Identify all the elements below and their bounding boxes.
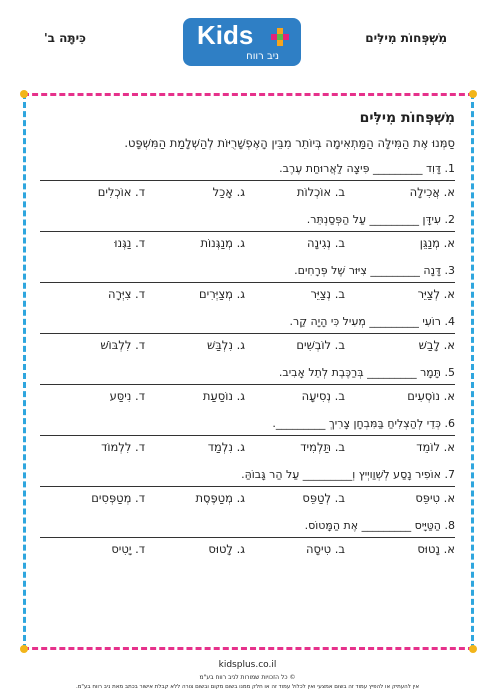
frame-edge-bottom	[23, 647, 474, 650]
answer-option[interactable]: ב. נְסִיעָה	[301, 389, 345, 403]
answer-option[interactable]: ב. טִיסָה	[306, 542, 345, 556]
question-text: הַטַּיָּיס _________ אֶת הַמָּטוֹס.	[304, 519, 441, 532]
answer-option[interactable]: ג. מְטַפֶּסֶת	[195, 491, 245, 505]
answer-options	[40, 287, 455, 307]
question-stem	[40, 315, 455, 334]
grade-label: כִּיתָּה ב'	[44, 31, 86, 45]
answer-option[interactable]: א. לְצַיֵּר	[417, 287, 455, 301]
answer-option[interactable]: ב. אוֹכְלוֹת	[296, 185, 345, 199]
answer-option[interactable]: א. טִיפֵּס	[415, 491, 455, 505]
answer-option[interactable]: ד. נִיסַּע	[109, 389, 145, 403]
question-3	[40, 260, 455, 311]
question-5	[40, 362, 455, 413]
footer-legal-notice: אין להעתיק או להפיץ עמוד זה בשום אמצעי ואין לכלול עמוד זה או חלק ממנו בשום מקום ובשום צורה ללא קבלת אישור בכתב מאת ניב רווח בע"מ.	[75, 684, 420, 690]
question-stem	[40, 417, 455, 436]
question-stem	[40, 264, 455, 283]
answer-option[interactable]: א. לָבַשׁ	[418, 338, 455, 352]
answer-option[interactable]: ד. לִלְבּוֹשׁ	[100, 338, 145, 352]
frame-edge-right	[471, 93, 474, 650]
logo-text: Kids	[197, 20, 254, 50]
question-number: 8.	[444, 519, 455, 532]
kids-logo	[183, 18, 301, 66]
answer-option[interactable]: א. נוֹסְעִים	[407, 389, 455, 403]
answer-options	[40, 542, 455, 562]
answer-option[interactable]: ג. נִלְבַּשׁ	[207, 338, 245, 352]
answer-option[interactable]: א. לוֹמֵד	[416, 440, 455, 454]
answer-options	[40, 389, 455, 409]
answer-options	[40, 338, 455, 358]
question-number: 2.	[444, 213, 455, 226]
answer-option[interactable]: ג. נִלְמַד	[207, 440, 245, 454]
answer-options	[40, 185, 455, 205]
question-stem	[40, 213, 455, 232]
question-4	[40, 311, 455, 362]
answer-option[interactable]: א. נָטוּס	[417, 542, 455, 556]
answer-option[interactable]: ד. יָטִיס	[111, 542, 145, 556]
question-1	[40, 158, 455, 209]
question-8	[40, 515, 455, 566]
footer-copyright: © כל הזכויות שמורות לניב רווח בע"מ	[199, 674, 296, 681]
answer-option[interactable]: ג. אָכַל	[212, 185, 245, 199]
question-number: 7.	[444, 468, 455, 481]
frame-corner-dot	[469, 90, 477, 98]
answer-option[interactable]: א. אֲכִילָה	[409, 185, 455, 199]
answer-option[interactable]: ד. אוֹכְלִים	[97, 185, 145, 199]
answer-option[interactable]: ג. מְצַיְּרִים	[199, 287, 245, 301]
answer-option[interactable]: ד. נַגְּנוּ	[114, 236, 145, 250]
question-stem	[40, 468, 455, 487]
question-6	[40, 413, 455, 464]
instruction-text: סַמְּנוּ אֶת הַמִּילָּה הַמַּתְאִימָה בְּיוֹתֵר מִבֵּין הָאֶפְשָׁרֻיּוֹת לְהַשְׁלָמַת הַמִּשְׁפָּט.	[124, 136, 455, 150]
logo-subtitle: ניב רווח	[246, 51, 279, 62]
answer-option[interactable]: ב. לְטַפֵּס	[302, 491, 345, 505]
question-text: תָּמָר _________ בְּרַכֶּבֶת לְתֵל אָבִיב.	[278, 366, 441, 379]
question-number: 3.	[444, 264, 455, 277]
question-text: כְּדֵי לְהַצְלִיחַ בַּמִּבְחָן צָרִיךְ _________.	[272, 417, 441, 430]
frame-edge-left	[23, 93, 26, 650]
frame-corner-dot	[469, 645, 477, 653]
answer-option[interactable]: ד. מְטַפְּסִים	[91, 491, 145, 505]
worksheet-content	[40, 110, 455, 566]
answer-option[interactable]: ג. לָטוּס	[208, 542, 245, 556]
answer-option[interactable]: ג. מְנַגְּנוֹת	[200, 236, 245, 250]
question-stem	[40, 519, 455, 538]
worksheet-topic: מִשְׁפְּחוֹת מִילִּים	[365, 31, 447, 45]
answer-option[interactable]: ב. נְצַיֵּר	[310, 287, 345, 301]
answer-options	[40, 236, 455, 256]
answer-option[interactable]: א. מְנַגֵּן	[419, 236, 455, 250]
question-stem	[40, 162, 455, 181]
answer-option[interactable]: ד. צִיְּרָה	[108, 287, 145, 301]
answer-options	[40, 440, 455, 460]
question-number: 4.	[444, 315, 455, 328]
question-text: עִידָּן _________ עַל הַפְּסַנְתֵּר.	[306, 213, 441, 226]
question-2	[40, 209, 455, 260]
question-number: 6.	[444, 417, 455, 430]
question-7	[40, 464, 455, 515]
answer-option[interactable]: ב. נְגִינָה	[307, 236, 345, 250]
footer-url[interactable]: kidsplus.co.il	[218, 660, 277, 670]
question-text: דָּוִד _________ פִּיצָה לַאֲרוּחַת עֶרֶב.	[279, 162, 441, 175]
answer-option[interactable]: ג. נוֹסַעַת	[202, 389, 245, 403]
answer-options	[40, 491, 455, 511]
answer-option[interactable]: ד. לִלְמוֹד	[101, 440, 145, 454]
question-text: רוֹעִי _________ מְעִיל כִּי הָיָה קַר.	[289, 315, 441, 328]
question-text: אוֹפִיר נָסַע לְשְׁוַויְיץ וְ_________ עַל הַר גָּבוֹהַּ.	[241, 468, 441, 481]
question-stem	[40, 366, 455, 385]
frame-edge-top	[23, 93, 474, 96]
answer-option[interactable]: ב. לוֹבְשִׁים	[296, 338, 345, 352]
worksheet-title: מִשְׁפְּחוֹת מִילִּים	[359, 110, 455, 126]
answer-option[interactable]: ב. תַּלְמִיד	[300, 440, 345, 454]
plus-icon-center	[277, 34, 283, 40]
frame-corner-dot	[20, 90, 28, 98]
frame-corner-dot	[20, 645, 28, 653]
question-number: 1.	[444, 162, 455, 175]
question-number: 5.	[444, 366, 455, 379]
question-text: דָּנָה _________ צִיּוּר שֶׁל פְּרָחִים.	[294, 264, 441, 277]
